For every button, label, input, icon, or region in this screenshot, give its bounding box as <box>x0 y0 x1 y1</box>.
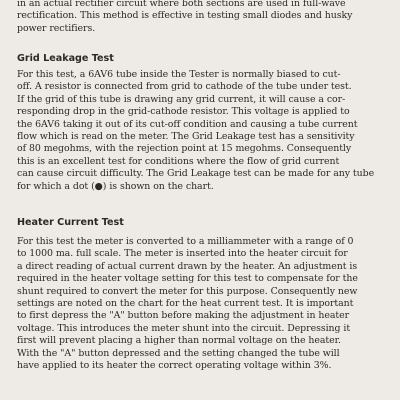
text-line: required in the heater voltage setting for this test to compensate for the <box>17 273 358 285</box>
text-line: first will prevent placing a higher than normal voltage on the heater. <box>17 335 341 347</box>
text-line: voltage. This introduces the meter shunt into the circuit. Depressing it <box>17 322 351 334</box>
text-line: to 1000 ma. full scale. The meter is inserted into the heater circuit for <box>17 248 348 260</box>
text-line: With the "A" button depressed and the setting changed the tube will <box>17 347 340 359</box>
text-line: shunt required to convert the meter for this purpose. Consequently new <box>17 285 358 297</box>
text-line: for which a dot (●) is shown on the chart. <box>17 180 214 192</box>
text-line: to first depress the "A" button before making the adjustment in heater <box>17 310 350 322</box>
text-line: of 80 megohms, with the rejection point at 15 megohms. Consequently <box>17 143 352 155</box>
text-line: off. A resistor is connected from grid to cathode of the tube under test. <box>17 81 352 93</box>
text-line: settings are noted on the chart for the heat current test. It is important <box>17 298 354 310</box>
grid-leakage-paragraph <box>17 69 389 193</box>
text-line: For this test the meter is converted to a milliammeter with a range of 0 <box>17 236 354 247</box>
text-line: For this test, a 6AV6 tube inside the Tester is normally biased to cut- <box>17 69 341 80</box>
heater-current-paragraph <box>17 236 389 372</box>
heater-current-heading: Heater Current Test <box>17 217 124 228</box>
text-line: responding drop in the grid-cathode resistor. This voltage is applied to <box>17 106 350 118</box>
text-line: this is an excellent test for conditions where the flow of grid current <box>17 155 340 167</box>
text-line: flow which is read on the meter. The Grid Leakage test has a sensitivity <box>17 131 355 143</box>
grid-leakage-heading: Grid Leakage Test <box>17 53 114 64</box>
text-line: rectification. This method is effective in testing small diodes and husky <box>17 10 353 22</box>
text-line: can cause circuit difficulty. The Grid Leakage test can be made for any tube <box>17 168 375 180</box>
text-line: power rectifiers. <box>17 22 96 34</box>
text-line: in an actual rectifier circuit where both sections are used in full-wave <box>17 0 346 9</box>
text-line: have applied to its heater the correct operating voltage within 3%. <box>17 360 332 372</box>
text-line: the 6AV6 taking it out of its cut-off condition and causing a tube current <box>17 118 358 130</box>
text-line: If the grid of this tube is drawing any grid current, it will cause a cor- <box>17 93 346 105</box>
intro-paragraph <box>17 0 389 35</box>
text-line: a direct reading of actual current drawn by the heater. An adjustment is <box>17 260 358 272</box>
